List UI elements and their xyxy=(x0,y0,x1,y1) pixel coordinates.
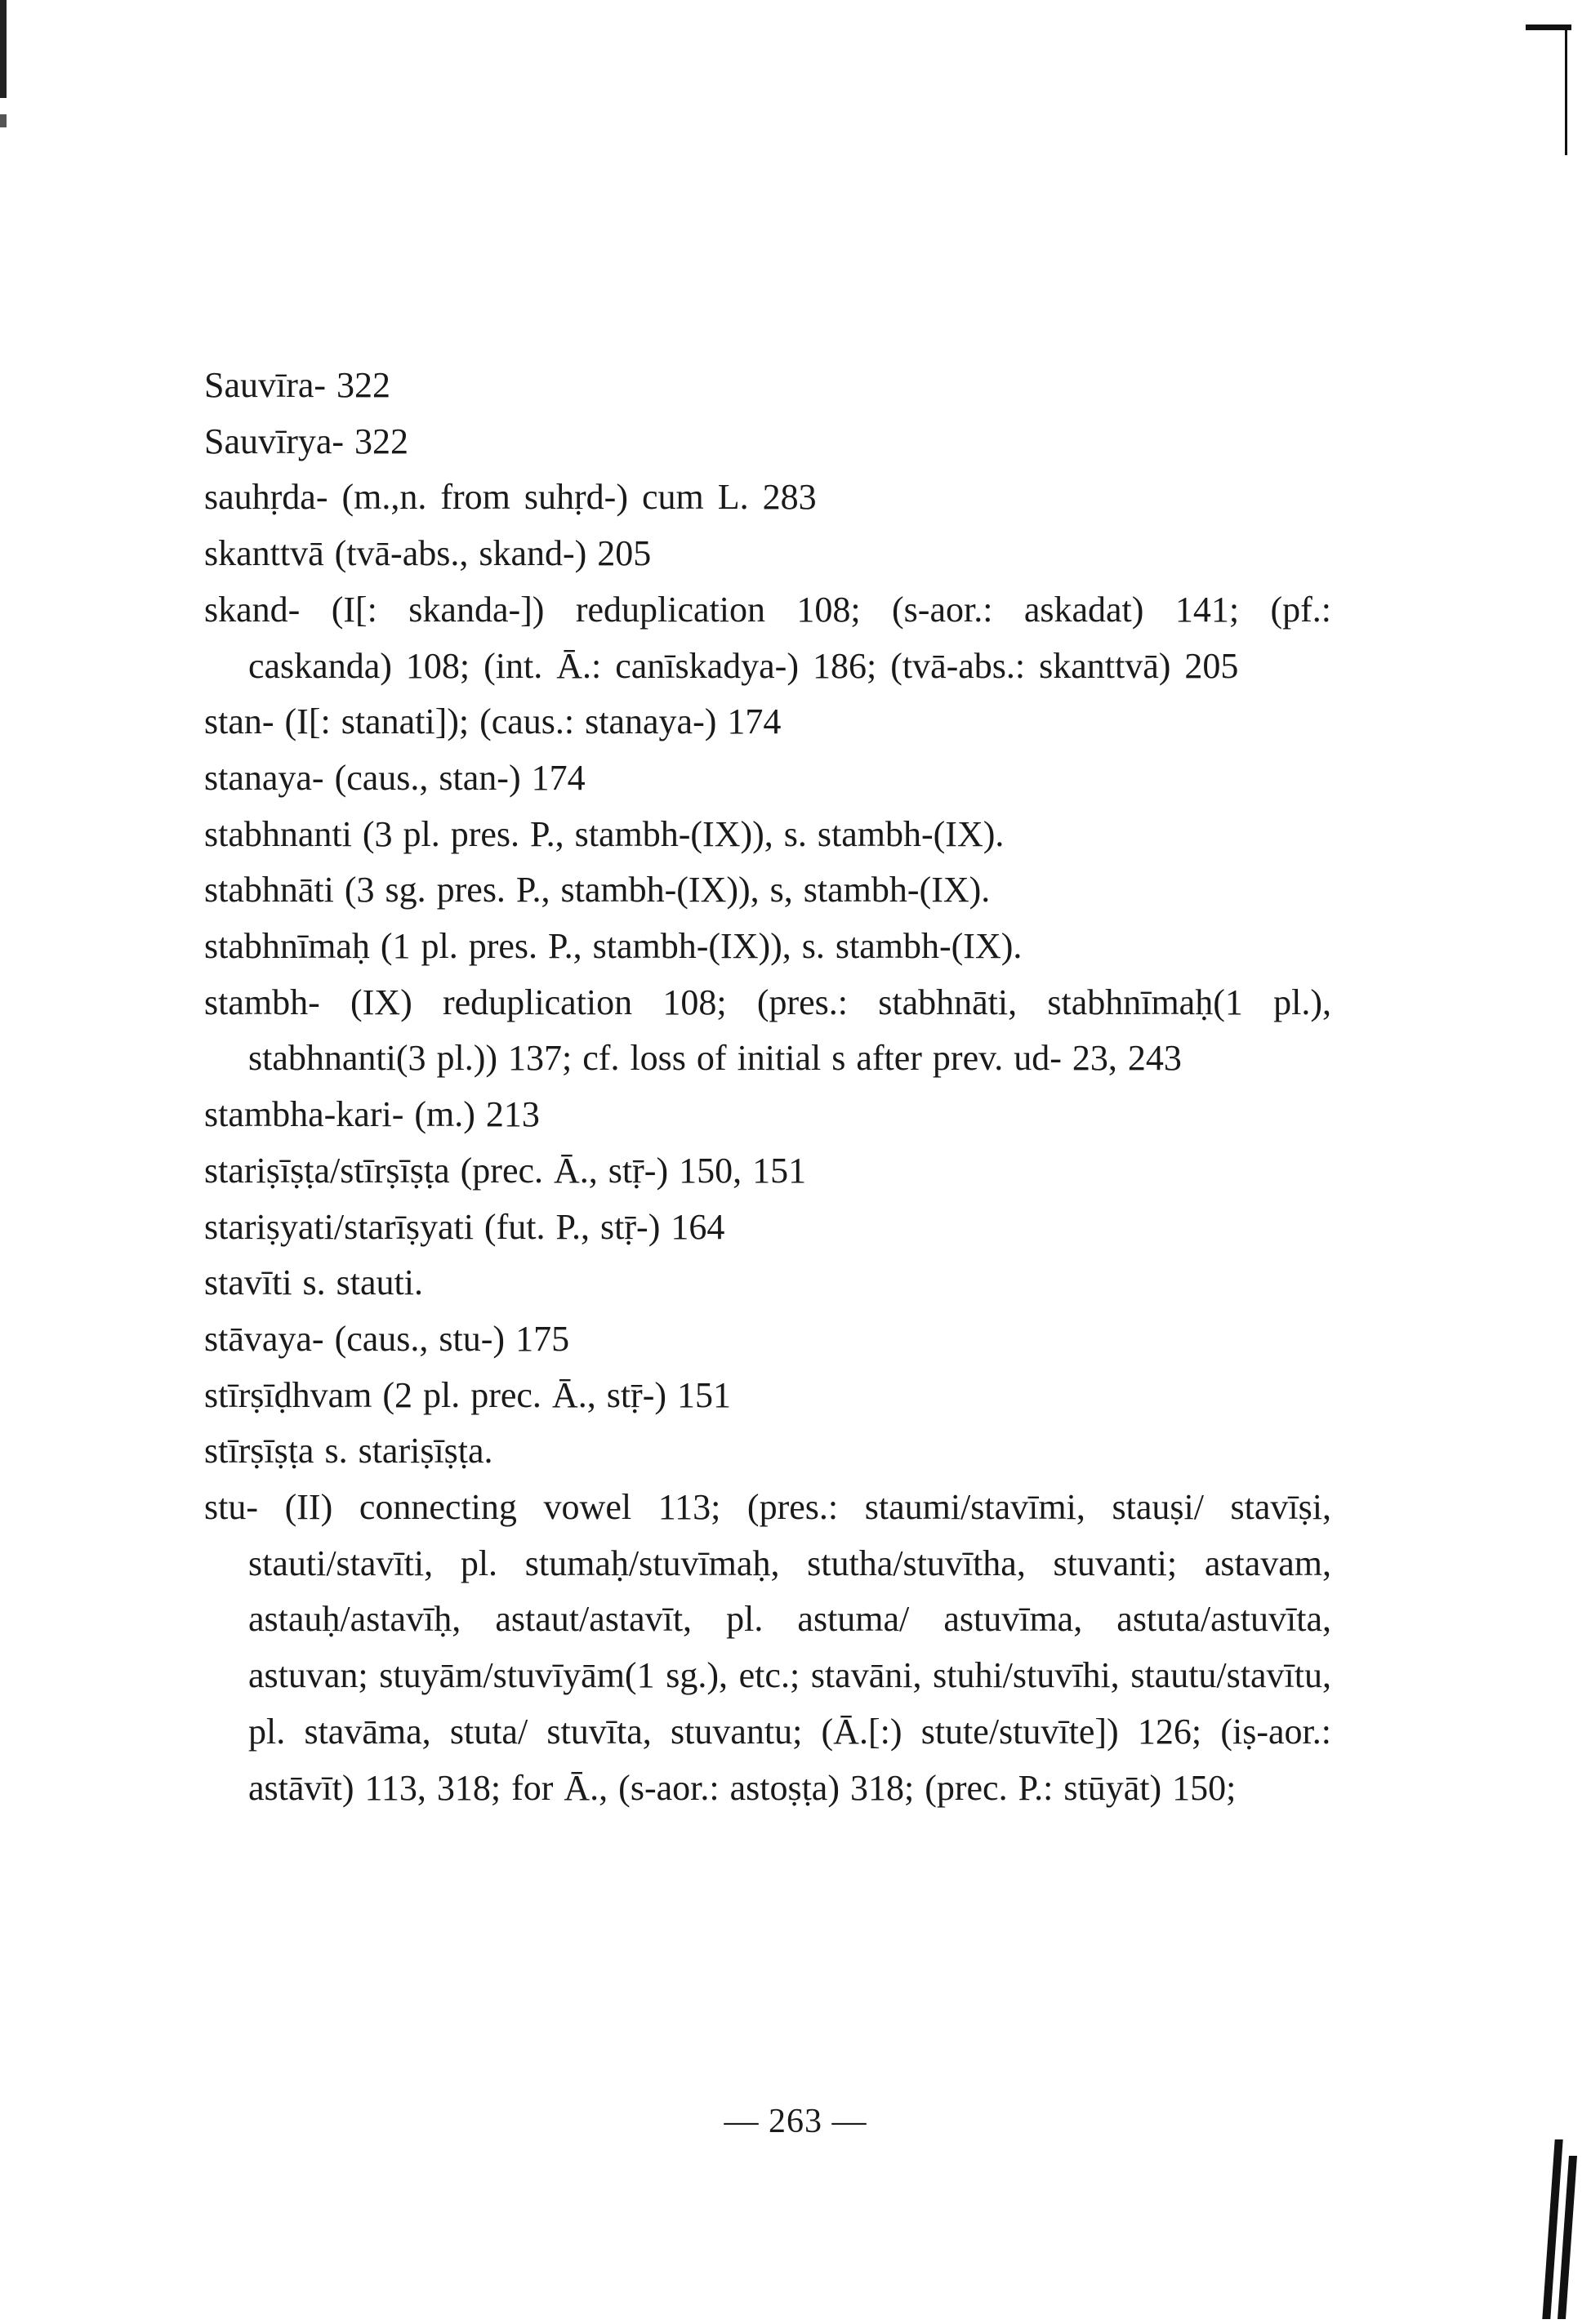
scan-edge-mark xyxy=(0,0,7,163)
scan-corner-mark xyxy=(1565,24,1567,155)
index-entry: stāvaya- (caus., stu-) 175 xyxy=(204,1318,570,1359)
index-entry: stanaya- (caus., stan-) 174 xyxy=(204,757,586,798)
index-entry: stambh- (IX) reduplication 108; (pres.: stabhnāti, stabhnīmaḥ(1 pl.), stabhnanti(3 pl.)) 137; cf. loss of initial s after prev. ud- 23, 243 xyxy=(204,982,1331,1079)
index-entry: stabhnanti (3 pl. pres. P., stambh-(IX)), s. stambh-(IX). xyxy=(204,813,1005,854)
index-entry: sauhṛda- (m.,n. from suhṛd-) cum L. 283 xyxy=(204,477,817,518)
index-entry: Sauvīra- 322 xyxy=(204,365,391,405)
index-entry: stabhnīmaḥ (1 pl. pres. P., stambh-(IX)), s. stambh-(IX). xyxy=(204,926,1023,967)
index-entry-list xyxy=(204,358,1331,1816)
index-entry: Sauvīrya- 322 xyxy=(204,421,409,461)
index-entry: stambha-kari- (m.) 213 xyxy=(204,1094,540,1135)
index-entry: stavīti s. stauti. xyxy=(204,1262,423,1303)
index-entry: stan- (I[: stanati]); (caus.: stanaya-) 174 xyxy=(204,701,782,742)
index-entry: stīrṣīṣṭa s. stariṣīṣṭa. xyxy=(204,1431,493,1471)
index-entry: stabhnāti (3 sg. pres. P., stambh-(IX)), s, stambh-(IX). xyxy=(204,870,991,910)
index-entry: skand- (I[: skanda-]) reduplication 108; (s-aor.: askadat) 141; (pf.: caskanda) 108; (int. Ā.: canīskadya-) 186; (tvā-abs.: skanttvā) 205 xyxy=(204,589,1331,686)
index-entry: skanttvā (tvā-abs., skand-) 205 xyxy=(204,533,652,574)
index-entry: stu- (II) connecting vowel 113; (pres.: staumi/stavīmi, stauṣi/ stavīṣi, stauti/stavīti, pl. stumaḥ/stuvīmaḥ, stutha/stuvītha, stuvanti; astavam, astauḥ/astavīḥ, astaut/astavīt, pl. astuma/ astuvīma, astuta/astuvīta, astuvan; stuyām/stuvīyām(1 sg.), etc.; stavāni, stuhi/stuvīhi, stautu/stavītu, pl. stavāma, stuta/ stuvīta, stuvantu; (Ā.[:) stute/stuvīte]) 126; (iṣ-aor.: astāvīt) 113, 318; for Ā., (s-aor.: astoṣṭa) 318; (prec. P.: stūyāt) 150; xyxy=(204,1487,1331,1808)
page-number: — 263 — xyxy=(724,2103,867,2140)
index-entry: stīrṣīḍhvam (2 pl. prec. Ā., stṝ-) 151 xyxy=(204,1374,731,1415)
index-entry: stariṣyati/starīṣyati (fut. P., stṝ-) 164 xyxy=(204,1206,725,1247)
scan-edge-mark xyxy=(1558,2156,1577,2319)
index-entry: stariṣīṣṭa/stīrṣīṣṭa (prec. Ā., stṝ-) 150, 151 xyxy=(204,1150,807,1191)
